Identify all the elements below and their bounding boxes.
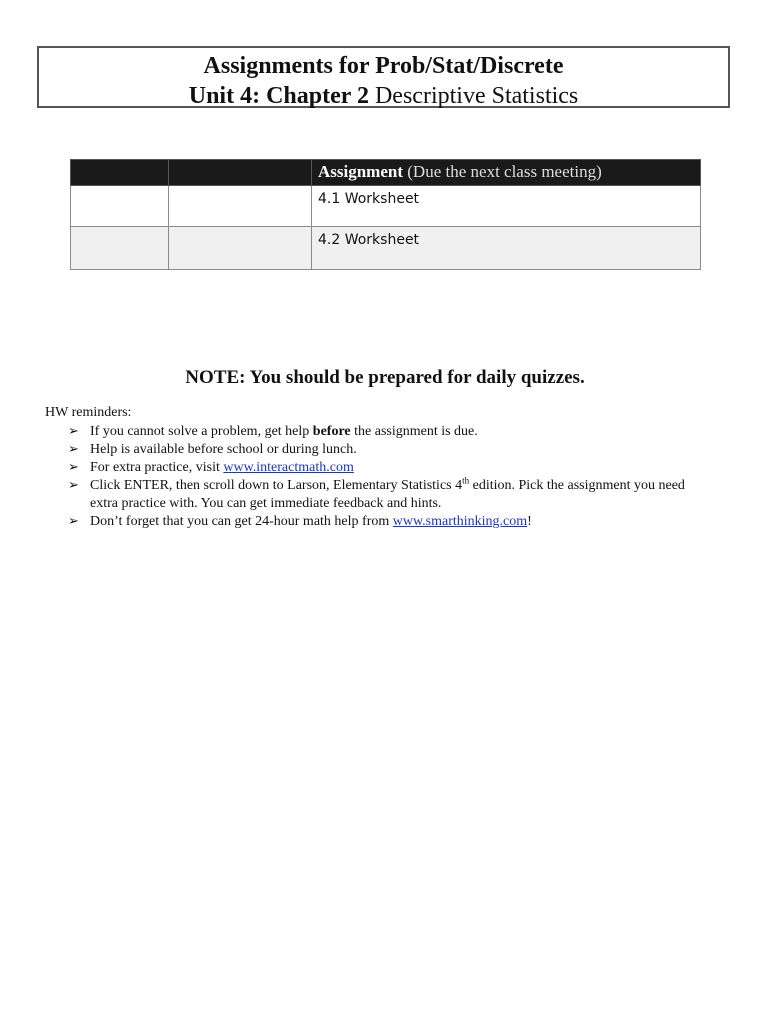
reminder-text: ! [527, 514, 532, 529]
assignment-text: 4.1 Worksheet [318, 191, 420, 207]
reminder-text: the assignment is due. [350, 424, 478, 439]
row-cell-1 [71, 186, 169, 227]
reminder-text: edition. Pick the assignment you need extra practice with. You can get immediate feedback and hints. [90, 478, 685, 511]
quiz-note: NOTE: You should be prepared for daily quizzes. [185, 367, 585, 388]
row-cell-2 [169, 227, 312, 270]
smarthinking-link[interactable]: www.smarthinking.com [392, 514, 528, 529]
list-item [68, 459, 708, 477]
edition-superscript: th [462, 475, 470, 486]
list-item [68, 513, 708, 531]
reminder-text: If you cannot solve a problem, get help [90, 424, 313, 439]
list-item [68, 477, 708, 513]
assignments-table [70, 159, 701, 270]
reminders-list [68, 423, 708, 531]
assignment-text: 4.2 Worksheet [318, 232, 420, 248]
header-due-note: (Due the next class meeting) [403, 162, 602, 181]
header-cell-1 [71, 160, 169, 186]
table-row [71, 227, 701, 270]
reminder-text: For extra practice, visit [90, 460, 224, 475]
row-cell-1 [71, 227, 169, 270]
row-cell-2 [169, 186, 312, 227]
title-box [37, 46, 730, 108]
arrow-bullet-icon: ➢ [68, 424, 79, 439]
page-title: Assignments for Prob/Stat/Discrete [203, 53, 564, 79]
reminder-bold-text: before [312, 424, 351, 439]
unit-topic: Descriptive Statistics [368, 83, 579, 109]
table-row [71, 186, 701, 227]
page-subtitle [39, 82, 728, 110]
interactmath-link[interactable]: www.interactmath.com [223, 460, 354, 475]
table-header-row [71, 160, 701, 186]
reminder-text: Help is available before school or during lunch. [90, 442, 357, 457]
row-cell-assignment [312, 227, 701, 270]
list-item [68, 423, 708, 441]
list-item [68, 441, 708, 459]
header-cell-assignment [312, 160, 701, 186]
header-assignment-label: Assignment [318, 162, 404, 181]
row-cell-assignment [312, 186, 701, 227]
arrow-bullet-icon: ➢ [68, 514, 79, 529]
arrow-bullet-icon: ➢ [68, 460, 79, 475]
arrow-bullet-icon: ➢ [68, 442, 79, 457]
header-cell-2 [169, 160, 312, 186]
reminder-text: Don’t forget that you can get 24-hour math help from [90, 514, 393, 529]
unit-label: Unit 4: Chapter 2 [188, 83, 369, 109]
hw-reminders-label: HW reminders: [45, 405, 132, 420]
arrow-bullet-icon: ➢ [68, 478, 79, 493]
reminder-text: Click ENTER, then scroll down to Larson, Elementary Statistics 4 [90, 478, 463, 493]
